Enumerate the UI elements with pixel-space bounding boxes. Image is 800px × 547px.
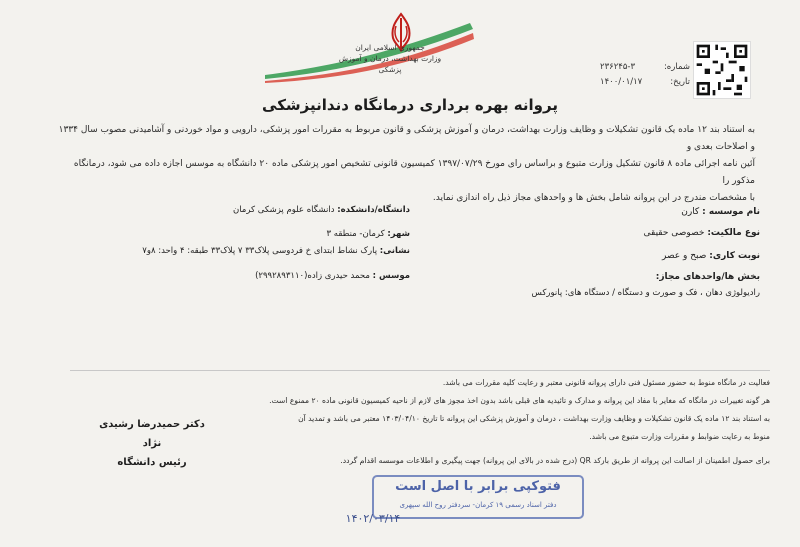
institution-value: کارن xyxy=(681,207,700,217)
note-item: فعالیت در مانگاه منوط به حضور مسئول فنی دارای پروانه قانونی معتبر و رعایت کلیه مقررات می باشد. xyxy=(442,378,770,387)
founder-value: محمد حیدری زاده(۲۹۹۲۸۹۳۱۱۰) xyxy=(255,271,370,281)
ownership-field xyxy=(560,228,760,238)
university-label: دانشگاه/دانشکده: xyxy=(337,205,410,215)
shift-field xyxy=(560,251,760,261)
city-label: شهر: xyxy=(387,229,410,239)
units-label-row xyxy=(560,272,760,282)
institution-field xyxy=(560,207,760,217)
units-value: رادیولوژی دهان ، فک و صورت و دستگاه / دستگاه های: پانورکس xyxy=(531,288,760,298)
signatory-role: رئیس دانشگاه xyxy=(117,457,187,468)
intro-line: با مشخصات مندرج در این پروانه شامل بخش ها و واحدهای مجاز ذیل راه اندازی نماید. xyxy=(432,193,755,203)
date-value: ۱۴۰۰/۰۱/۱۷ xyxy=(600,77,643,87)
number-value: ۲۳۶۲۴۵-۳ xyxy=(600,62,636,72)
institution-label: نام موسسه : xyxy=(702,207,760,217)
address-field xyxy=(90,246,410,256)
university-value: دانشگاه علوم پزشکی کرمان xyxy=(232,205,335,215)
intro-paragraph xyxy=(55,122,755,207)
city-value: کرمان- منطقه ۳ xyxy=(326,229,385,239)
shift-value: صبح و عصر xyxy=(662,251,707,261)
founder-label: موسس : xyxy=(372,271,410,281)
document-meta xyxy=(600,60,690,90)
address-label: نشانی: xyxy=(379,246,410,256)
ministry-line-2: وزارت بهداشت، درمان و آموزش پزشکی xyxy=(338,54,442,74)
date-label: تاریخ: xyxy=(670,77,690,87)
stamp-line-2: دفتر اسناد رسمی ۱۹ کرمان- سردفتر روح الله سپهری xyxy=(399,501,557,509)
units-label: بخش ها/واحدهای مجاز: xyxy=(655,272,760,282)
qr-code-icon xyxy=(693,41,751,99)
ownership-value: خصوصی حقیقی xyxy=(643,228,705,238)
intro-line: به استناد بند ۱۲ ماده یک قانون تشکیلات و وظایف وزارت بهداشت، درمان و آموزش پزشکی و قانون مربوط به مقررات امور پزشکی، دارویی و مواد خوردنی و آشامیدنی مصوب سال ۱۳۳۴ و اصلاحات بعدی و xyxy=(58,125,755,152)
intro-line: آئین نامه اجرائی ماده ۸ قانون تشکیل وزارت متبوع و براساس رای مورخ ۱۳۹۷/۰۷/۲۹ کمیسیون قانونی تشخیص امور پزشکی ماده ۲۰ دانشگاه به موسس اجازه داده می شود، درمانگاه مذکور را xyxy=(73,159,755,186)
address-value: پارک نشاط ابتدای خ فردوسی پلاک۳۳ ۷ پلاک۳۳ طبقه: ۴ واحد: ۸و۷ xyxy=(142,246,378,256)
divider xyxy=(70,370,770,371)
founder-field xyxy=(170,271,410,281)
note-item: منوط به رعایت ضوابط و مقررات وزارت متبوع می باشد. xyxy=(589,432,770,441)
document-title: پروانه بهره برداری درمانگاه دندانپزشکی xyxy=(262,96,558,114)
ownership-label: نوع مالکیت: xyxy=(707,228,760,238)
ministry-line-1: جمهوری اسلامی ایران xyxy=(355,43,425,52)
signature-block xyxy=(92,415,212,472)
ministry-name xyxy=(330,42,450,75)
stamp-line-1: فتوکپی برابر با اصل است xyxy=(395,479,561,494)
handwritten-date: ۱۴۰۲/۰۳/۱۴ xyxy=(345,512,401,525)
shift-label: نوبت کاری: xyxy=(709,251,760,261)
note-item: به استناد بند ۱۲ ماده یک قانون تشکیلات و وظایف وزارت بهداشت ، درمان و آموزش پزشکی این پروانه تا تاریخ ۱۴۰۳/۰۴/۱۰ معتبر می باشد و تمدید آن xyxy=(298,414,770,423)
note-item: هر گونه تغییرات در مانگاه که مغایر با مفاد این پروانه و مدارک و تائیدیه های قبلی باشد بدون اخذ مجوز های لازم از ناحیه کمیسیون قانونی ماده ۲۰ ممنوع است. xyxy=(269,396,770,405)
note-item: برای حصول اطمینان از اصالت این پروانه از طریق بارکد QR (درج شده در بالای این پروانه) جهت پیگیری و اطلاعات موسسه اقدام گردد. xyxy=(340,456,770,465)
signatory-name: دکتر حمیدرضا رشیدی نژاد xyxy=(99,419,205,449)
university-field xyxy=(150,205,410,215)
city-field xyxy=(200,229,410,239)
number-label: شماره: xyxy=(663,62,690,72)
